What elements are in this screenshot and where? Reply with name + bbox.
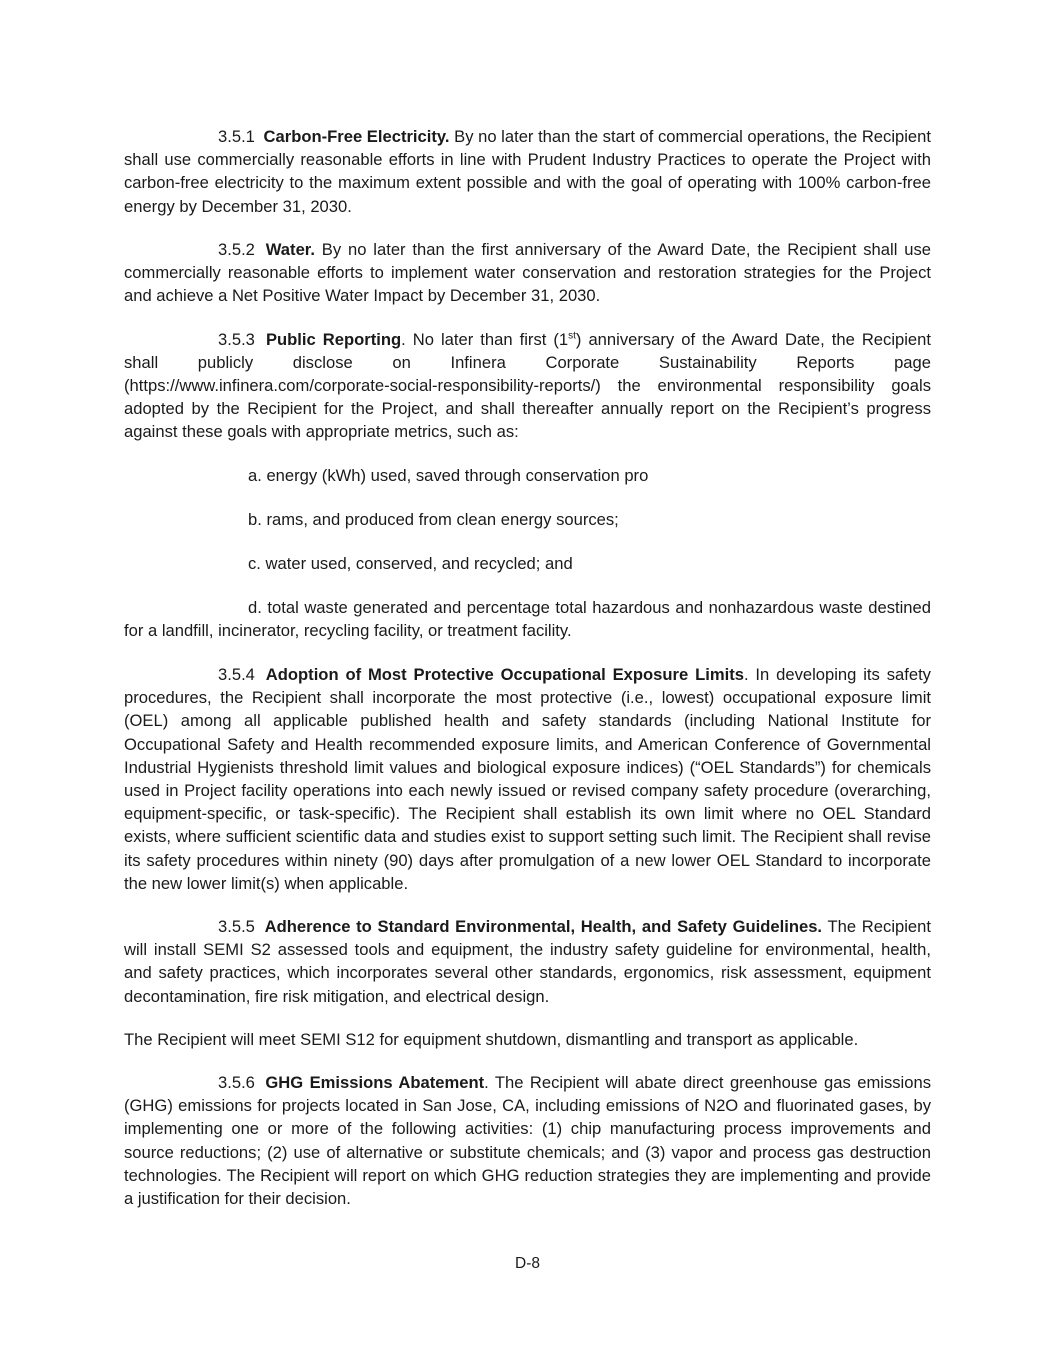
section-3-5-2 xyxy=(124,238,931,308)
section-heading: GHG Emissions Abatement xyxy=(265,1073,485,1092)
section-number: 3.5.5 xyxy=(218,917,255,936)
section-3-5-6 xyxy=(124,1071,931,1210)
section-3-5-5 xyxy=(124,915,931,1008)
section-body: By no later than the start of commercial operations, the Recipient shall use commercially reasonable efforts in line with Prudent Industry Practices to operate the Project with carbon-free electricity to the maximum extent possible and with the goal of operating with 100% carbon-free energy by December 31, 2030. xyxy=(124,127,931,216)
section-3-5-4 xyxy=(124,663,931,895)
section-number: 3.5.6 xyxy=(218,1073,255,1092)
section-number: 3.5.3 xyxy=(218,330,255,349)
section-body: . The Recipient will abate direct greenhouse gas emissions (GHG) emissions for projects located in San Jose, CA, including emissions of N2O and fluorinated gases, by implementing one or more of the following activities: (1) chip manufacturing process improvements and source reductions; (2) use of alternative or substitute chemicals; and (3) vapor and process gas destruction technologies. The Recipient will report on which GHG reduction strategies they are implementing and provide a justification for their decision. xyxy=(124,1073,931,1209)
section-3-5-3-body: (https://www.infinera.com/corporate-social-responsibility-reports/) the environmental responsibility goals adopted by the Recipient for the Project, and shall thereafter annually report on the Recipient’s progress against these goals with appropriate metrics, such as: xyxy=(124,376,931,442)
section-body-line-1: ) anniversary of the Award Date, the Recipient xyxy=(575,330,931,349)
page-number: D-8 xyxy=(515,1255,540,1272)
section-body-start: . No later than first (1 xyxy=(401,330,569,349)
section-number: 3.5.2 xyxy=(218,240,255,259)
section-heading: Carbon-Free Electricity. xyxy=(263,127,450,146)
section-3-5-3-line-1 xyxy=(124,328,931,351)
metric-item-c: c. water used, conserved, and recycled; and xyxy=(248,554,573,573)
section-heading: Adoption of Most Protective Occupational Exposure Limits xyxy=(265,665,744,684)
section-number: 3.5.4 xyxy=(218,665,255,684)
section-3-5-3-line-2: shall publicly disclose on Infinera Corporate Sustainability Reports page xyxy=(124,353,931,372)
metric-item-a: a. energy (kWh) used, saved through conservation pro xyxy=(248,466,649,485)
section-heading: Adherence to Standard Environmental, Health, and Safety Guidelines. xyxy=(264,917,823,936)
section-heading: Public Reporting xyxy=(265,330,402,349)
section-heading: Water. xyxy=(265,240,315,259)
metric-item-d xyxy=(124,596,931,642)
section-body: . In developing its safety procedures, the Recipient shall incorporate the most protective (i.e., lowest) occupational exposure limit (OEL) among all applicable published health and safety standards (including National Institute for Occupational Safety and Health recommended exposure limits, and American Conference of Governmental Industrial Hygienists threshold limit values and biological exposure indices) (“OEL Standards”) for chemicals used in Project facility operations into each newly issued or revised company safety procedure (overarching, equipment-specific, or task-specific). The Recipient shall establish its own limit where no OEL Standard exists, where sufficient scientific data and studies exist to support setting such limit. The Recipient shall revise its safety procedures within ninety (90) days after promulgation of a new lower OEL Standard to incorporate the new lower limit(s) when applicable. xyxy=(124,665,931,893)
metric-item-b: b. rams, and produced from clean energy sources; xyxy=(248,510,619,529)
semi-s12-paragraph: The Recipient will meet SEMI S12 for equipment shutdown, dismantling and transport as applicable. xyxy=(124,1030,859,1049)
metric-item-d-text: d. total waste generated and percentage total hazardous and nonhazardous waste destined for a landfill, incinerator, recycling facility, or treatment facility. xyxy=(124,598,931,641)
ordinal-suffix: st xyxy=(568,330,576,342)
section-body: The Recipient will install SEMI S2 assessed tools and equipment, the industry safety guideline for environmental, health, and safety practices, which incorporates several other standards, ergonomics, risk assessment, equipment decontamination, fire risk mitigation, and electrical design. xyxy=(124,917,931,1006)
section-number: 3.5.1 xyxy=(218,127,255,146)
section-3-5-1 xyxy=(124,125,931,218)
section-body: By no later than the first anniversary of the Award Date, the Recipient shall use commercially reasonable efforts to implement water conservation and restoration strategies for the Project and achieve a Net Positive Water Impact by December 31, 2030. xyxy=(124,240,931,306)
